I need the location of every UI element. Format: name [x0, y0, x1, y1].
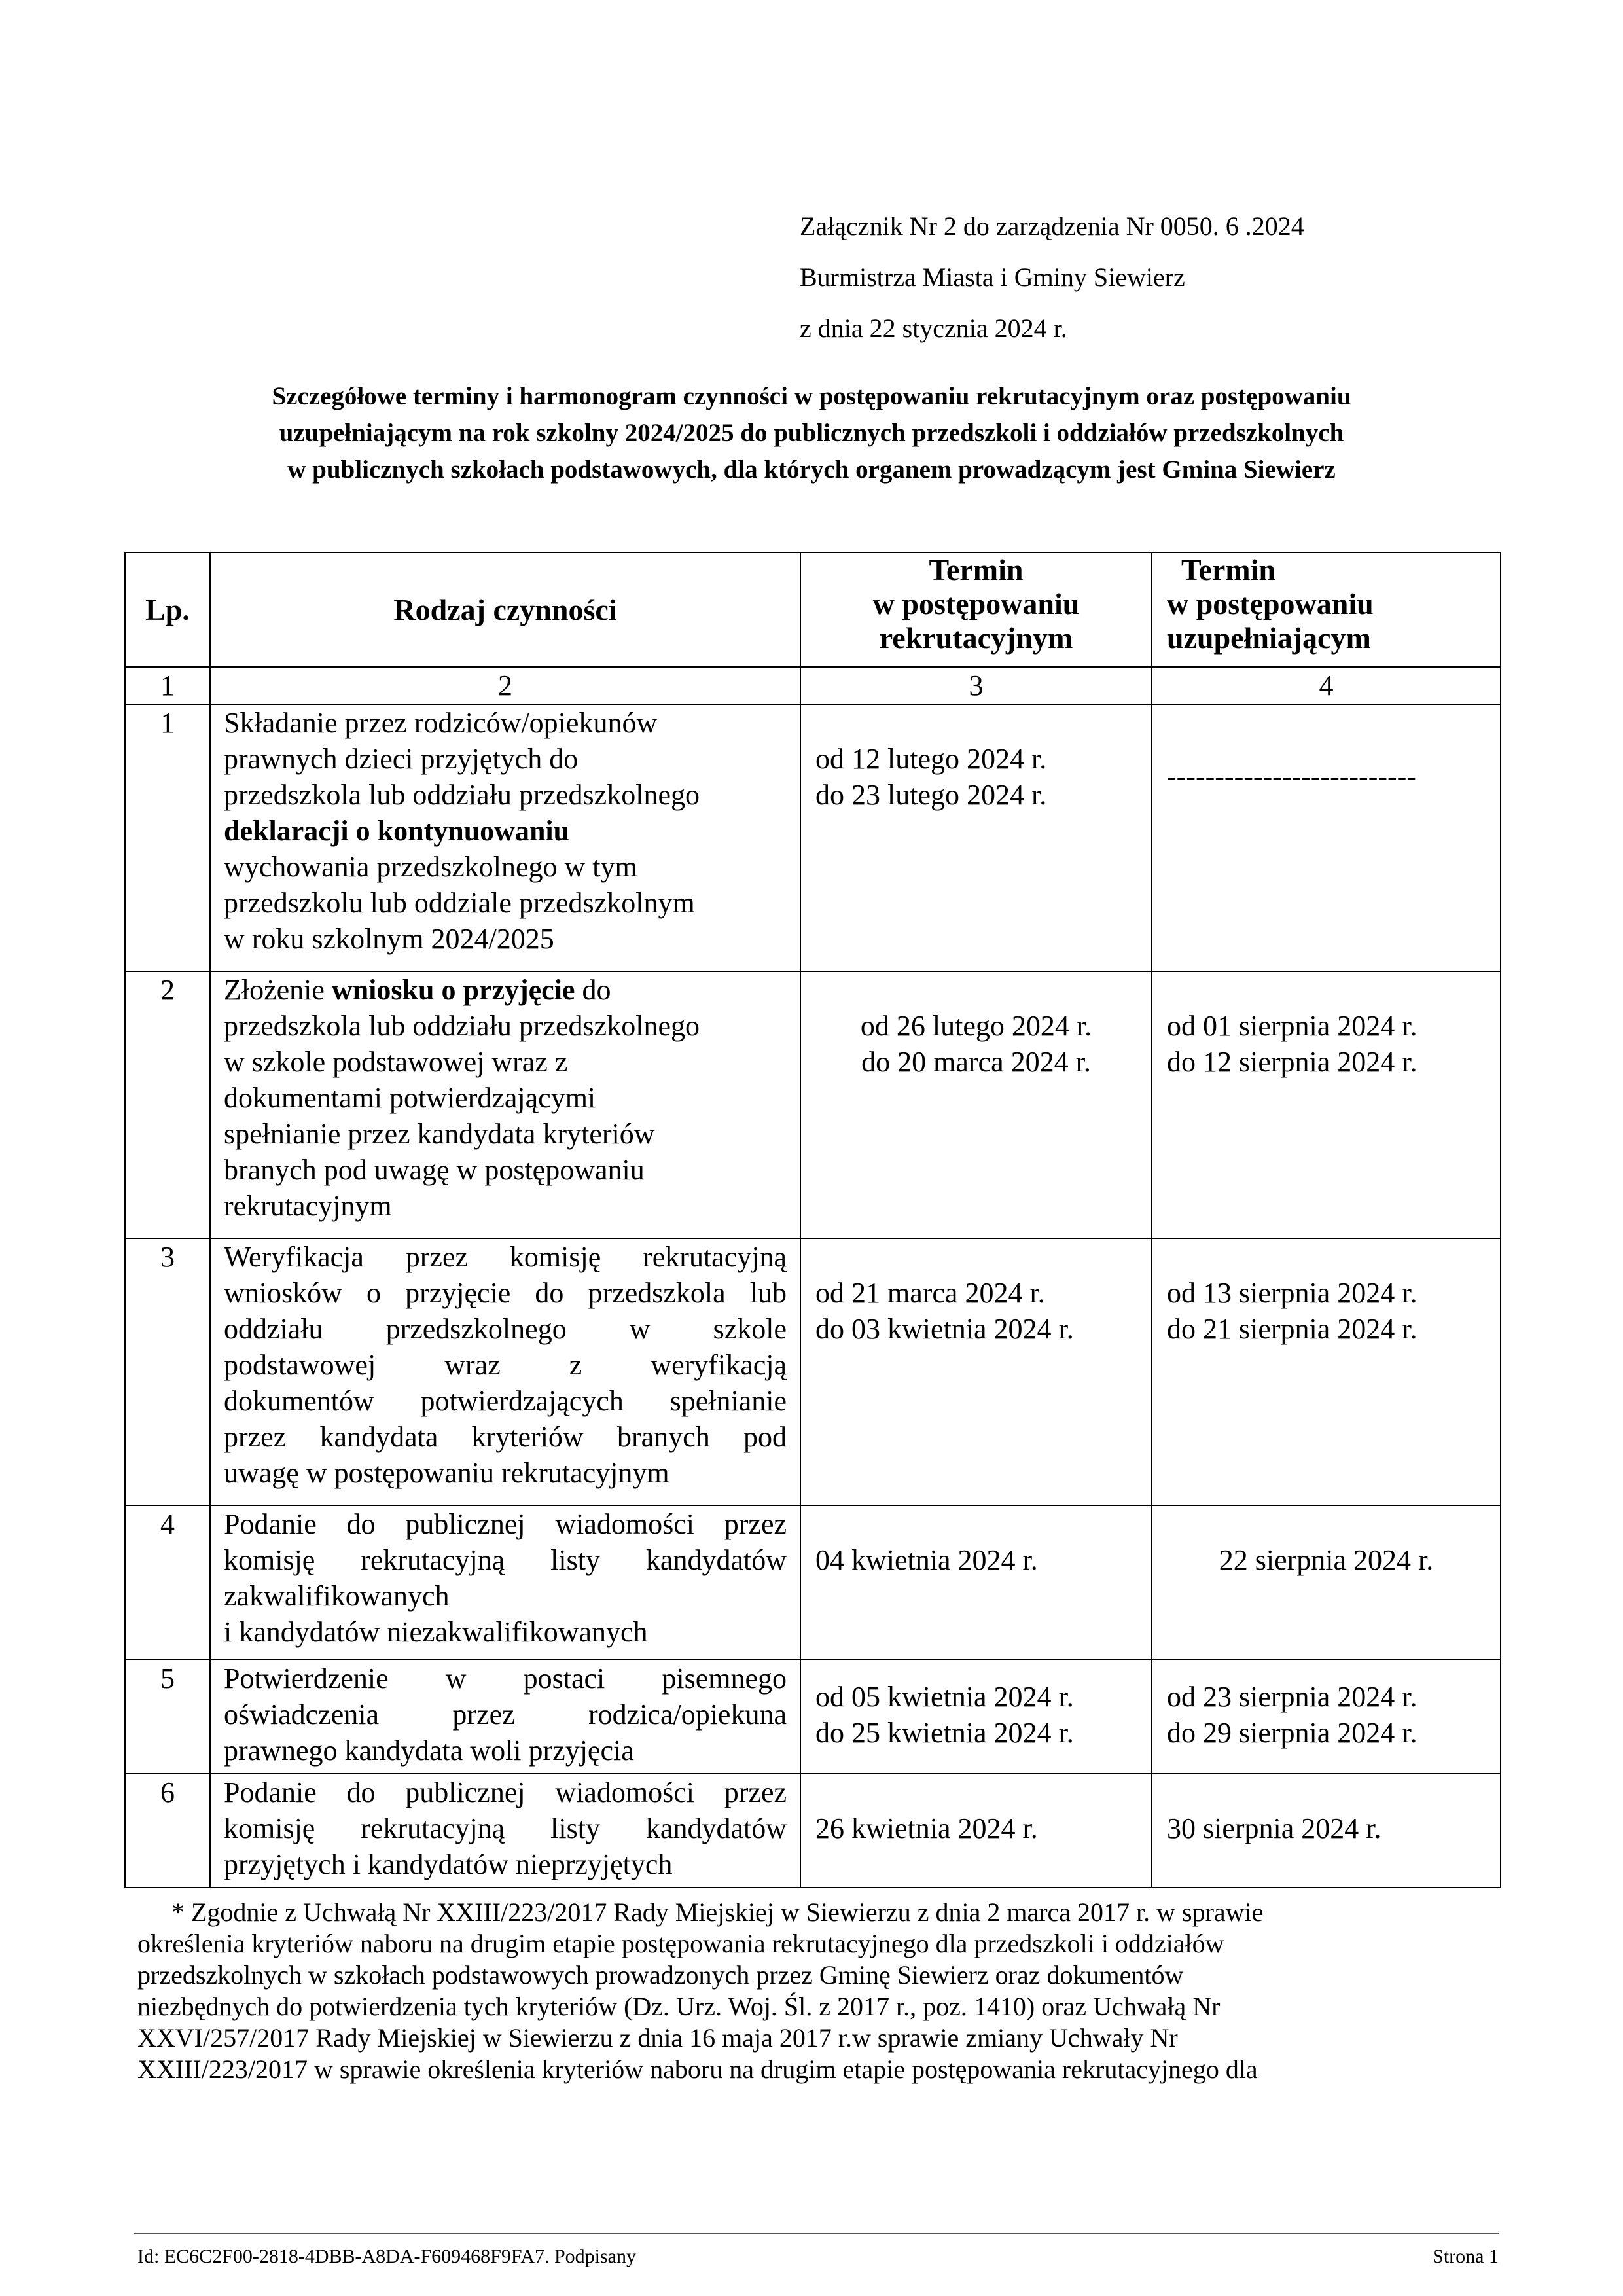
column-number: 1 — [125, 667, 210, 704]
row-number: 6 — [125, 1774, 210, 1888]
title-line-2: uzupełniającym na rok szkolny 2024/2025 do publicznych przedszkoli i oddziałów przedszkolnych — [279, 419, 1344, 447]
description-line: Weryfikacja przez komisję rekrutacyjną — [224, 1241, 787, 1273]
table-row — [125, 1660, 1501, 1774]
footnote-line: niezbędnych do potwierdzenia tych kryteriów (Dz. Urz. Woj. Śl. z 2017 r., poz. 1410) oraz Uchwałą Nr — [137, 1992, 1221, 2021]
description-line: przedszkola lub oddziału przedszkolnego — [224, 1010, 700, 1042]
header-lp: Lp. — [125, 552, 210, 667]
term-line: do 23 lutego 2024 r. — [815, 779, 1047, 811]
term-line: do 21 sierpnia 2024 r. — [1167, 1313, 1418, 1345]
table-row — [125, 1774, 1501, 1888]
description-line: wniosków o przyjęcie do przedszkola lub — [224, 1277, 787, 1309]
document-title — [124, 378, 1499, 488]
term-line: od 05 kwietnia 2024 r. — [815, 1681, 1074, 1713]
description-line: Składanie przez rodziców/opiekunów — [224, 707, 658, 739]
description-line: oddziału przedszkolnego w szkole — [224, 1313, 787, 1345]
title-line-3: w publicznych szkołach podstawowych, dla których organem prowadzącym jest Gmina Siewierz — [287, 456, 1336, 484]
activity-description — [210, 1660, 800, 1774]
supplementary-term — [1152, 1505, 1501, 1660]
footnote — [137, 1897, 1499, 2085]
description-line: komisję rekrutacyjną listy kandydatów — [224, 1812, 787, 1844]
schedule-table — [124, 552, 1501, 1888]
term-line: od 26 lutego 2024 r. — [860, 1010, 1092, 1042]
activity-description — [210, 704, 800, 971]
row-number: 2 — [125, 971, 210, 1238]
row-number: 3 — [125, 1238, 210, 1505]
description-line: spełnianie przez kandydata kryteriów — [224, 1118, 655, 1150]
footer-divider — [134, 2233, 1499, 2234]
row-number: 4 — [125, 1505, 210, 1660]
attachment-reference: Załącznik Nr 2 do zarządzenia Nr 0050. 6 .2024 — [800, 211, 1304, 241]
table-row — [125, 1505, 1501, 1660]
description-line-bold — [224, 813, 787, 849]
description-line: przedszkolu lub oddziale przedszkolnym — [224, 887, 695, 919]
description-line: branych pod uwagę w postępowaniu — [224, 1154, 645, 1186]
footnote-line: * Zgodnie z Uchwałą Nr XXIII/223/2017 Rady Miejskiej w Siewierzu z dnia 2 marca 2017 r. w sprawie — [171, 1897, 1264, 1927]
description-line: wychowania przedszkolnego w tym — [224, 851, 637, 883]
header-term-recruitment-line: rekrutacyjnym — [879, 621, 1073, 655]
activity-description — [210, 971, 800, 1238]
table-header-row — [125, 552, 1501, 667]
term-line: od 12 lutego 2024 r. — [815, 743, 1047, 775]
header-term-recruitment-line: w postępowaniu — [872, 587, 1080, 620]
description-line: i kandydatów niezakwalifikowanych — [224, 1616, 648, 1648]
title-line-1: Szczegółowe terminy i harmonogram czynności w postępowaniu rekrutacyjnym oraz postępowaniu — [272, 382, 1351, 410]
term-line: 30 sierpnia 2024 r. — [1167, 1812, 1382, 1844]
header-activity: Rodzaj czynności — [210, 552, 800, 667]
term-line: do 12 sierpnia 2024 r. — [1167, 1046, 1418, 1078]
page-number: Strona 1 — [1433, 2246, 1499, 2267]
activity-description — [210, 1774, 800, 1888]
header-term-recruitment-line: Termin — [929, 553, 1024, 586]
footnote-line: przedszkolnych w szkołach podstawowych prowadzonych przez Gminę Siewierz oraz dokumentów — [137, 1960, 1184, 1990]
activity-description — [210, 1505, 800, 1660]
column-number-row — [125, 667, 1501, 704]
description-line: dokumentami potwierdzającymi — [224, 1082, 596, 1114]
column-number: 2 — [210, 667, 800, 704]
term-line: od 13 sierpnia 2024 r. — [1167, 1277, 1418, 1309]
supplementary-term — [1152, 971, 1501, 1238]
description-line: prawnych dzieci przyjętych do — [224, 743, 579, 775]
recruitment-term — [800, 971, 1152, 1238]
supplementary-term — [1152, 1774, 1501, 1888]
document-id: Id: EC6C2F00-2818-4DBB-A8DA-F609468F9FA7. Podpisany — [137, 2246, 636, 2267]
recruitment-term — [800, 1774, 1152, 1888]
description-line: dokumentów potwierdzających spełnianie — [224, 1385, 787, 1417]
description-line: Podanie do publicznej wiadomości przez — [224, 1776, 787, 1808]
row-number: 1 — [125, 704, 210, 971]
supplementary-term — [1152, 1238, 1501, 1505]
description-line: przyjętych i kandydatów nieprzyjętych — [224, 1848, 673, 1880]
table-row — [125, 971, 1501, 1238]
footnote-line: określenia kryteriów naboru na drugim etapie postępowania rekrutacyjnego dla przedszkoli i oddziałów — [137, 1929, 1224, 1958]
header-term-supplementary — [1152, 552, 1501, 667]
description-line: w szkole podstawowej wraz z — [224, 1046, 568, 1078]
term-line: 04 kwietnia 2024 r. — [815, 1544, 1038, 1576]
term-line: do 25 kwietnia 2024 r. — [815, 1717, 1074, 1749]
description-text: Złożenie — [224, 974, 332, 1006]
recruitment-term — [800, 704, 1152, 971]
row-number: 5 — [125, 1660, 210, 1774]
activity-description — [210, 1238, 800, 1505]
header-term-supplementary-line: Termin — [1181, 553, 1275, 586]
column-number: 4 — [1152, 667, 1501, 704]
emphasis-text: deklaracji o kontynuowaniu — [224, 815, 570, 847]
description-line: zakwalifikowanych — [224, 1580, 450, 1612]
description-line: w roku szkolnym 2024/2025 — [224, 923, 554, 955]
term-line: do 20 marca 2024 r. — [861, 1046, 1091, 1078]
description-line: Podanie do publicznej wiadomości przez — [224, 1508, 787, 1540]
description-line: komisję rekrutacyjną listy kandydatów — [224, 1544, 787, 1576]
term-line: 26 kwietnia 2024 r. — [815, 1812, 1038, 1844]
description-line: rekrutacyjnym — [224, 1190, 392, 1222]
header-term-supplementary-line: w postępowaniu — [1167, 587, 1374, 620]
description-line: przedszkola lub oddziału przedszkolnego — [224, 779, 700, 811]
description-line — [224, 972, 787, 1008]
term-line: do 03 kwietnia 2024 r. — [815, 1313, 1074, 1345]
term-line: -------------------------- — [1167, 761, 1416, 793]
table-row — [125, 704, 1501, 971]
term-line: do 29 sierpnia 2024 r. — [1167, 1717, 1418, 1749]
term-line: od 21 marca 2024 r. — [815, 1277, 1045, 1309]
description-line: uwagę w postępowaniu rekrutacyjnym — [224, 1457, 669, 1489]
supplementary-term — [1152, 1660, 1501, 1774]
recruitment-term — [800, 1660, 1152, 1774]
column-number: 3 — [800, 667, 1152, 704]
description-text: do — [575, 974, 611, 1006]
footnote-line: XXIII/223/2017 w sprawie określenia kryteriów naboru na drugim etapie postępowania rekrutacyjnego dla — [137, 2054, 1258, 2084]
description-line: przez kandydata kryteriów branych pod — [224, 1421, 787, 1453]
header-term-supplementary-line: uzupełniającym — [1167, 621, 1371, 655]
term-line: od 01 sierpnia 2024 r. — [1167, 1010, 1418, 1042]
description-line: oświadczenia przez rodzica/opiekuna — [224, 1698, 787, 1731]
description-line: podstawowej wraz z weryfikacją — [224, 1349, 787, 1381]
recruitment-term — [800, 1505, 1152, 1660]
emphasis-text: wniosku o przyjęcie — [331, 974, 575, 1006]
date-line: z dnia 22 stycznia 2024 r. — [800, 314, 1067, 343]
term-line: od 23 sierpnia 2024 r. — [1167, 1681, 1418, 1713]
issuer-line: Burmistrza Miasta i Gminy Siewierz — [800, 262, 1185, 292]
term-line: 22 sierpnia 2024 r. — [1219, 1544, 1434, 1576]
recruitment-term — [800, 1238, 1152, 1505]
supplementary-term — [1152, 704, 1501, 971]
header-term-recruitment — [800, 552, 1152, 667]
description-line: Potwierdzenie w postaci pisemnego — [224, 1662, 787, 1695]
footnote-line: XXVI/257/2017 Rady Miejskiej w Siewierzu z dnia 16 maja 2017 r.w sprawie zmiany Uchwały Nr — [137, 2023, 1178, 2053]
description-line: prawnego kandydata woli przyjęcia — [224, 1734, 634, 1767]
table-row — [125, 1238, 1501, 1505]
